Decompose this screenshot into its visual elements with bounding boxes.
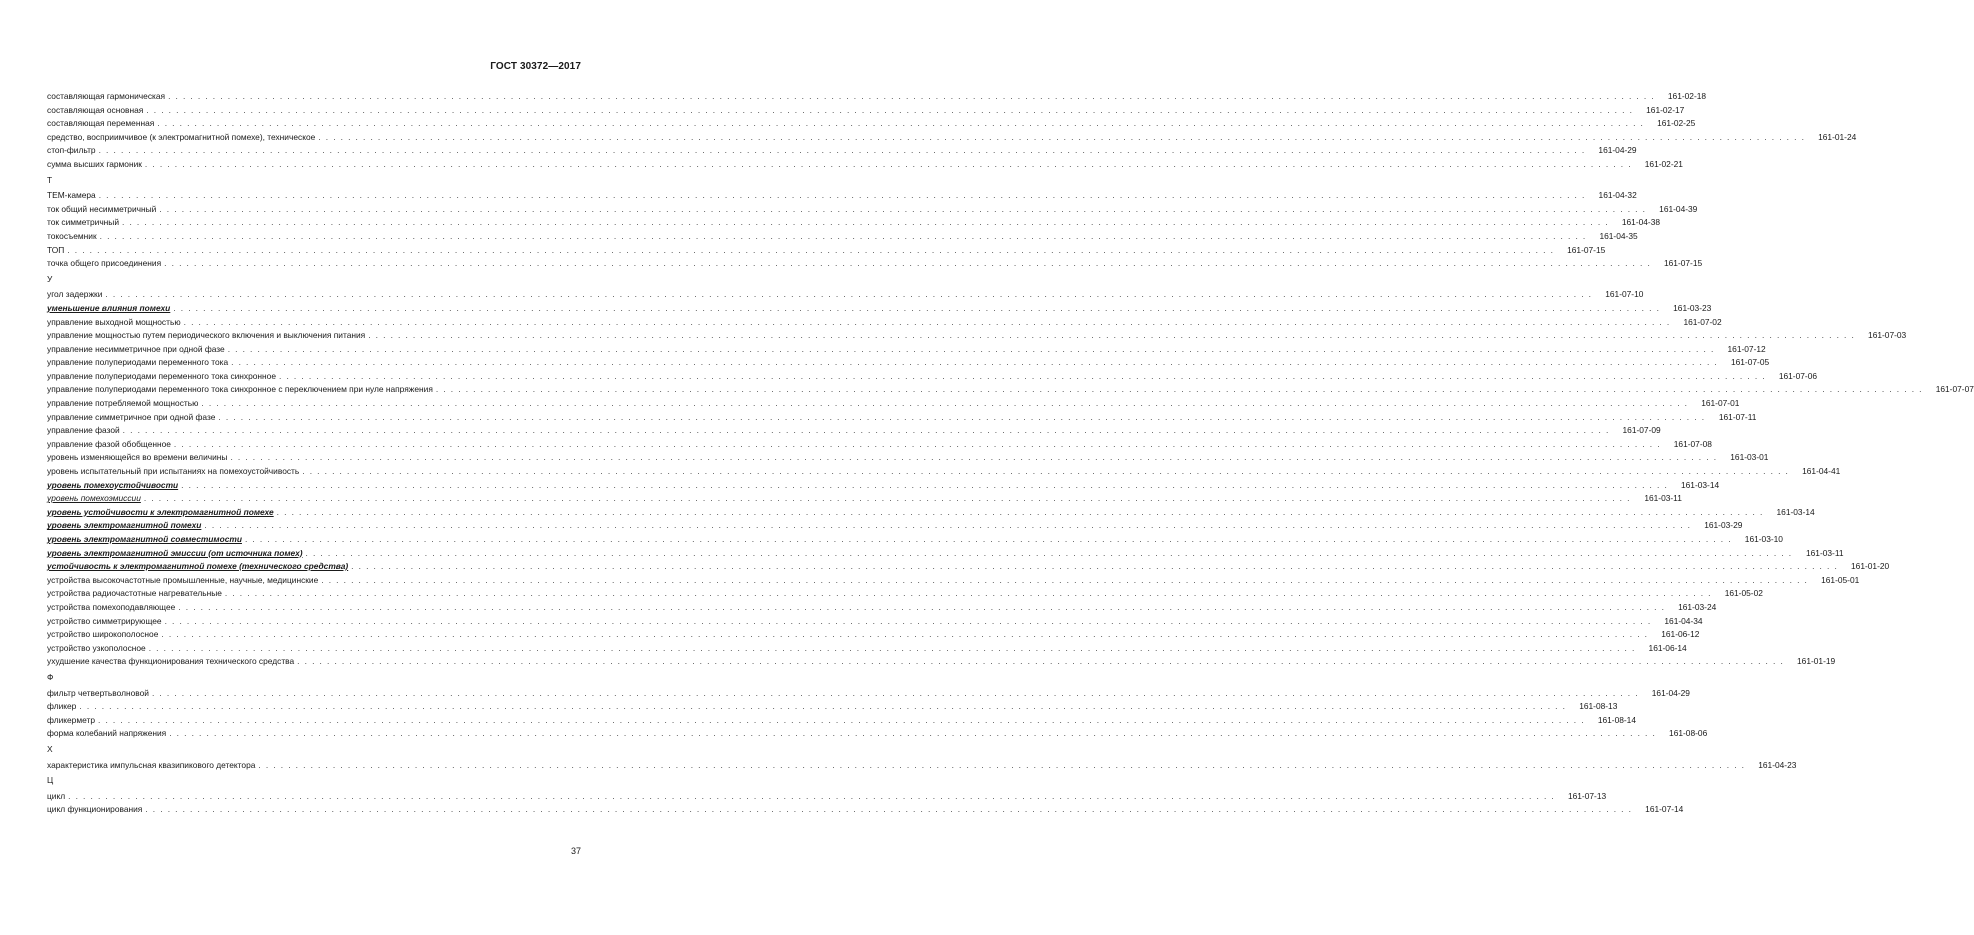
dot-leader: . . . . . . . . . . . . . . . . . . . . . . . . . . . . . . . . . . . . . . . . . . . . . . . . . . . . . . . . . . . . . . . . . . . . . . . . . . . . . . . . . . . . . . . . . . . . . . . . . . . . . . . . . . . . . . . . . . . . . . . . . . . . . . . . . . . . . . . . . . . . . . . . . . . . . . . . . . . . . . . . . . . . . . . . . . . . . . . . . . . . . . . . . . . . . . . . . . . . . . . . (231, 357, 1719, 368)
dot-leader: . . . . . . . . . . . . . . . . . . . . . . . . . . . . . . . . . . . . . . . . . . . . . . . . . . . . . . . . . . . . . . . . . . . . . . . . . . . . . . . . . . . . . . . . . . . . . . . . . . . . . . . . . . . . . . . . . . . . . . . . . . . . . . . . . . . . . . . . . . . . . . . . . . . . . . . . . . . . . . . . . . . . . . . . . . . . . . . . . . . . . . . . . . . . . . . . . . . . . . . . (145, 804, 1633, 815)
index-entry (47, 424, 1661, 438)
dot-leader: . . . . . . . . . . . . . . . . . . . . . . . . . . . . . . . . . . . . . . . . . . . . . . . . . . . . . . . . . . . . . . . . . . . . . . . . . . . . . . . . . . . . . . . . . . . . . . . . . . . . . . . . . . . . . . . . . . . . . . . . . . . . . . . . . . . . . . . . . . . . . . . . . . . . . . . . . . . . . . . . . . . . . . . . . . . . . . . . . . . . . . . . . . . . . . . . . . . . . . . . (99, 230, 1587, 241)
dot-leader: . . . . . . . . . . . . . . . . . . . . . . . . . . . . . . . . . . . . . . . . . . . . . . . . . . . . . . . . . . . . . . . . . . . . . . . . . . . . . . . . . . . . . . . . . . . . . . . . . . . . . . . . . . . . . . . . . . . . . . . . . . . . . . . . . . . . . . . . . . . . . . . . . . . . . . . . . . . . . . . . . . . . . . . . . . . . . . . . . . . . . . . . . . . . . . . . . . . . . . . . (97, 714, 1585, 725)
index-entry (47, 560, 1890, 574)
dot-leader: . . . . . . . . . . . . . . . . . . . . . . . . . . . . . . . . . . . . . . . . . . . . . . . . . . . . . . . . . . . . . . . . . . . . . . . . . . . . . . . . . . . . . . . . . . . . . . . . . . . . . . . . . . . . . . . . . . . . . . . . . . . . . . . . . . . . . . . . . . . . . . . . . . . . . . . . . . . . . . . . . . . . . . . . . . . . . . . . . . . . . . . . . . . . . . . . . . . . . . . . (276, 506, 1764, 517)
section-letter: Ц (47, 775, 54, 786)
index-term: управление выходной мощностью (47, 316, 181, 327)
index-entry (47, 117, 1696, 131)
index-term: ток общий несимметричный (47, 203, 157, 214)
section-letter: Х (47, 743, 53, 754)
dot-leader: . . . . . . . . . . . . . . . . . . . . . . . . . . . . . . . . . . . . . . . . . . . . . . . . . . . . . . . . . . . . . . . . . . . . . . . . . . . . . . . . . . . . . . . . . . . . . . . . . . . . . . . . . . . . . . . . . . . . . . . . . . . . . . . . . . . . . . . . . . . . . . . . . . . . . . . . . . . . . . . . . . . . . . . . . . . . . . . . . . . . . . . . . . . . . . . . . . . . . . . . (351, 561, 1839, 572)
dot-leader: . . . . . . . . . . . . . . . . . . . . . . . . . . . . . . . . . . . . . . . . . . . . . . . . . . . . . . . . . . . . . . . . . . . . . . . . . . . . . . . . . . . . . . . . . . . . . . . . . . . . . . . . . . . . . . . . . . . . . . . . . . . . . . . . . . . . . . . . . . . . . . . . . . . . . . . . . . . . . . . . . . . . . . . . . . . . . . . . . . . . . . . . . . . . . . . . . . . . . . . . (105, 289, 1593, 300)
index-entry (47, 302, 1712, 316)
index-term: уровень помехоэмиссии (47, 493, 141, 504)
dot-leader: . . . . . . . . . . . . . . . . . . . . . . . . . . . . . . . . . . . . . . . . . . . . . . . . . . . . . . . . . . . . . . . . . . . . . . . . . . . . . . . . . . . . . . . . . . . . . . . . . . . . . . . . . . . . . . . . . . . . . . . . . . . . . . . . . . . . . . . . . . . . . . . . . . . . . . . . . . . . . . . . . . . . . . . . . . . . . . . . . . . . . . . . . . . . . . . . . . . . . . . . (435, 384, 1923, 395)
dot-leader: . . . . . . . . . . . . . . . . . . . . . . . . . . . . . . . . . . . . . . . . . . . . . . . . . . . . . . . . . . . . . . . . . . . . . . . . . . . . . . . . . . . . . . . . . . . . . . . . . . . . . . . . . . . . . . . . . . . . . . . . . . . . . . . . . . . . . . . . . . . . . . . . . . . . . . . . . . . . . . . . . . . . . . . . . . . . . . . . . . . . . . . . . . . . . . . . . . . . . . . . (79, 701, 1567, 712)
dot-leader: . . . . . . . . . . . . . . . . . . . . . . . . . . . . . . . . . . . . . . . . . . . . . . . . . . . . . . . . . . . . . . . . . . . . . . . . . . . . . . . . . . . . . . . . . . . . . . . . . . . . . . . . . . . . . . . . . . . . . . . . . . . . . . . . . . . . . . . . . . . . . . . . . . . . . . . . . . . . . . . . . . . . . . . . . . . . . . . . . . . . . . . . . . . . . . . . . . . . . . . . (159, 203, 1647, 214)
term-code: 161-07-13 (1567, 790, 1607, 801)
index-term: фильтр четвертьволновой (47, 687, 149, 698)
dot-leader: . . . . . . . . . . . . . . . . . . . . . . . . . . . . . . . . . . . . . . . . . . . . . . . . . . . . . . . . . . . . . . . . . . . . . . . . . . . . . . . . . . . . . . . . . . . . . . . . . . . . . . . . . . . . . . . . . . . . . . . . . . . . . . . . . . . . . . . . . . . . . . . . . . . . . . . . . . . . . . . . . . . . . . . . . . . . . . . . . . . . . . . . . . . . . . . . . . . . . . . . (173, 438, 1661, 449)
index-entry (47, 216, 1661, 230)
index-entry (47, 203, 1698, 217)
term-code: 161-07-09 (1622, 425, 1661, 436)
index-entry (47, 465, 1841, 479)
dot-leader: . . . . . . . . . . . . . . . . . . . . . . . . . . . . . . . . . . . . . . . . . . . . . . . . . . . . . . . . . . . . . . . . . . . . . . . . . . . . . . . . . . . . . . . . . . . . . . . . . . . . . . . . . . . . . . . . . . . . . . . . . . . . . . . . . . . . . . . . . . . . . . . . . . . . . . . . . . . . . . . . . . . . . . . . . . . . . . . . . . . . . . . . . . . . . . . . . . . . . . . . (164, 258, 1652, 269)
index-term: управление фазой обобщенное (47, 438, 171, 449)
index-term: уровень устойчивости к электромагнитной помехе (47, 506, 274, 517)
index-entry (47, 90, 1707, 104)
term-code: 161-04-35 (1599, 230, 1638, 241)
index-entry (47, 257, 1703, 271)
index-term: сумма высших гармоник (47, 158, 142, 169)
term-code: 161-02-25 (1657, 118, 1696, 129)
term-code: 161-08-06 (1669, 728, 1708, 739)
index-entry (47, 158, 1683, 172)
dot-leader: . . . . . . . . . . . . . . . . . . . . . . . . . . . . . . . . . . . . . . . . . . . . . . . . . . . . . . . . . . . . . . . . . . . . . . . . . . . . . . . . . . . . . . . . . . . . . . . . . . . . . . . . . . . . . . . . . . . . . . . . . . . . . . . . . . . . . . . . . . . . . . . . . . . . . . . . . . . . . . . . . . . . . . . . . . . . . . . . . . . . . . . . . . . . . . . . . . . . . . . . (122, 217, 1610, 228)
document-header-title: ГОСТ 30372—2017 (490, 61, 581, 72)
index-entry (47, 383, 1974, 397)
index-entry (47, 506, 1815, 520)
index-entry (47, 601, 1717, 615)
term-code: 161-08-14 (1597, 714, 1636, 725)
dot-leader: . . . . . . . . . . . . . . . . . . . . . . . . . . . . . . . . . . . . . . . . . . . . . . . . . . . . . . . . . . . . . . . . . . . . . . . . . . . . . . . . . . . . . . . . . . . . . . . . . . . . . . . . . . . . . . . . . . . . . . . . . . . . . . . . . . . . . . . . . . . . . . . . . . . . . . . . . . . . . . . . . . . . . . . . . . . . . . . . . . . . . . . . . . . . . . . . . . . . . . . . (144, 158, 1632, 169)
term-code: 161-07-15 (1567, 244, 1606, 255)
index-entry (47, 189, 1637, 203)
dot-leader: . . . . . . . . . . . . . . . . . . . . . . . . . . . . . . . . . . . . . . . . . . . . . . . . . . . . . . . . . . . . . . . . . . . . . . . . . . . . . . . . . . . . . . . . . . . . . . . . . . . . . . . . . . . . . . . . . . . . . . . . . . . . . . . . . . . . . . . . . . . . . . . . . . . . . . . . . . . . . . . . . . . . . . . . . . . . . . . . . . . . . . . . . . . . . . . . . . . . . . . . (218, 411, 1706, 422)
index-term: ток симметричный (47, 217, 120, 228)
index-term: средство, восприимчивое (к электромагнитной помехе), техническое (47, 131, 316, 142)
index-entry (47, 700, 1618, 714)
index-term: форма колебаний напряжения (47, 728, 167, 739)
index-entry (47, 316, 1722, 330)
index-entry (47, 356, 1770, 370)
index-entry (47, 244, 1606, 258)
term-code: 161-04-38 (1621, 217, 1661, 228)
dot-leader: . . . . . . . . . . . . . . . . . . . . . . . . . . . . . . . . . . . . . . . . . . . . . . . . . . . . . . . . . . . . . . . . . . . . . . . . . . . . . . . . . . . . . . . . . . . . . . . . . . . . . . . . . . . . . . . . . . . . . . . . . . . . . . . . . . . . . . . . . . . . . . . . . . . . . . . . . . . . . . . . . . . . . . . . . . . . . . . . . . . . . . . . . . . . . . . . . . . . . . . . (146, 104, 1634, 115)
term-code: 161-07-15 (1663, 258, 1703, 269)
term-code: 161-07-01 (1701, 398, 1740, 409)
index-entry (47, 714, 1636, 728)
index-term: управление полупериодами переменного тока синхронное (47, 370, 276, 381)
term-code: 161-07-05 (1730, 357, 1770, 368)
index-term: управление симметричное при одной фазе (47, 411, 216, 422)
dot-leader: . . . . . . . . . . . . . . . . . . . . . . . . . . . . . . . . . . . . . . . . . . . . . . . . . . . . . . . . . . . . . . . . . . . . . . . . . . . . . . . . . . . . . . . . . . . . . . . . . . . . . . . . . . . . . . . . . . . . . . . . . . . . . . . . . . . . . . . . . . . . . . . . . . . . . . . . . . . . . . . . . . . . . . . . . . . . . . . . . . . . . . . . . . . . . . . . . . . . . . . . (318, 131, 1806, 142)
index-entry (47, 615, 1703, 629)
index-term: точка общего присоединения (47, 258, 162, 269)
dot-leader: . . . . . . . . . . . . . . . . . . . . . . . . . . . . . . . . . . . . . . . . . . . . . . . . . . . . . . . . . . . . . . . . . . . . . . . . . . . . . . . . . . . . . . . . . . . . . . . . . . . . . . . . . . . . . . . . . . . . . . . . . . . . . . . . . . . . . . . . . . . . . . . . . . . . . . . . . . . . . . . . . . . . . . . . . . . . . . . . . . . . . . . . . . . . . . . . . . . . . . . . (183, 316, 1671, 327)
dot-leader: . . . . . . . . . . . . . . . . . . . . . . . . . . . . . . . . . . . . . . . . . . . . . . . . . . . . . . . . . . . . . . . . . . . . . . . . . . . . . . . . . . . . . . . . . . . . . . . . . . . . . . . . . . . . . . . . . . . . . . . . . . . . . . . . . . . . . . . . . . . . . . . . . . . . . . . . . . . . . . . . . . . . . . . . . . . . . . . . . . . . . . . . . . . . . . . . . . . . . . . . (244, 534, 1732, 544)
index-term: управление мощностью путем периодического включения и выключения питания (47, 330, 366, 341)
index-term: угол задержки (47, 289, 103, 300)
index-term: управление полупериодами переменного тока синхронное с переключением при нуле напряжения (47, 384, 433, 395)
term-code: 161-01-24 (1818, 131, 1857, 142)
term-code: 161-02-17 (1646, 104, 1685, 115)
index-entry (47, 655, 1836, 669)
index-term: устройство узкополосное (47, 642, 146, 653)
term-code: 161-08-13 (1579, 701, 1618, 712)
dot-leader: . . . . . . . . . . . . . . . . . . . . . . . . . . . . . . . . . . . . . . . . . . . . . . . . . . . . . . . . . . . . . . . . . . . . . . . . . . . . . . . . . . . . . . . . . . . . . . . . . . . . . . . . . . . . . . . . . . . . . . . . . . . . . . . . . . . . . . . . . . . . . . . . . . . . . . . . . . . . . . . . . . . . . . . . . . . . . . . . . . . . . . . . . . . . . . . . . . . . . . . . (227, 343, 1715, 354)
index-entry (47, 144, 1637, 158)
index-term: устройства радиочастотные нагревательные (47, 588, 222, 599)
section-letter: У (47, 273, 53, 284)
term-code: 161-04-29 (1651, 687, 1690, 698)
index-term: управление потребляемой мощностью (47, 398, 199, 409)
index-term: устройство широкополосное (47, 629, 159, 640)
term-index (47, 90, 1974, 817)
dot-leader: . . . . . . . . . . . . . . . . . . . . . . . . . . . . . . . . . . . . . . . . . . . . . . . . . . . . . . . . . . . . . . . . . . . . . . . . . . . . . . . . . . . . . . . . . . . . . . . . . . . . . . . . . . . . . . . . . . . . . . . . . . . . . . . . . . . . . . . . . . . . . . . . . . . . . . . . . . . . . . . . . . . . . . . . . . . . . . . . . . . . . . . . . . . . . . . . . . . . . . . . (181, 479, 1669, 490)
index-entry (47, 438, 1712, 452)
dot-leader: . . . . . . . . . . . . . . . . . . . . . . . . . . . . . . . . . . . . . . . . . . . . . . . . . . . . . . . . . . . . . . . . . . . . . . . . . . . . . . . . . . . . . . . . . . . . . . . . . . . . . . . . . . . . . . . . . . . . . . . . . . . . . . . . . . . . . . . . . . . . . . . . . . . . . . . . . . . . . . . . . . . . . . . . . . . . . . . . . . . . . . . . . . . . . . . . . . . . . . . . (151, 687, 1639, 698)
term-code: 161-01-19 (1797, 656, 1836, 667)
index-term: цикл (47, 790, 66, 801)
dot-leader: . . . . . . . . . . . . . . . . . . . . . . . . . . . . . . . . . . . . . . . . . . . . . . . . . . . . . . . . . . . . . . . . . . . . . . . . . . . . . . . . . . . . . . . . . . . . . . . . . . . . . . . . . . . . . . . . . . . . . . . . . . . . . . . . . . . . . . . . . . . . . . . . . . . . . . . . . . . . . . . . . . . . . . . . . . . . . . . . . . . . . . . . . . . . . . . . . . . . . . . . (204, 520, 1692, 531)
dot-leader: . . . . . . . . . . . . . . . . . . . . . . . . . . . . . . . . . . . . . . . . . . . . . . . . . . . . . . . . . . . . . . . . . . . . . . . . . . . . . . . . . . . . . . . . . . . . . . . . . . . . . . . . . . . . . . . . . . . . . . . . . . . . . . . . . . . . . . . . . . . . . . . . . . . . . . . . . . . . . . . . . . . . . . . . . . . . . . . . . . . . . . . . . . . . . . . . . . . . . . . . (173, 302, 1661, 313)
index-term: характеристика импульсная квазипикового детектора (47, 759, 256, 770)
dot-leader: . . . . . . . . . . . . . . . . . . . . . . . . . . . . . . . . . . . . . . . . . . . . . . . . . . . . . . . . . . . . . . . . . . . . . . . . . . . . . . . . . . . . . . . . . . . . . . . . . . . . . . . . . . . . . . . . . . . . . . . . . . . . . . . . . . . . . . . . . . . . . . . . . . . . . . . . . . . . . . . . . . . . . . . . . . . . . . . . . . . . . . . . . . . . . . . . . . . . . . . . (258, 759, 1746, 770)
dot-leader: . . . . . . . . . . . . . . . . . . . . . . . . . . . . . . . . . . . . . . . . . . . . . . . . . . . . . . . . . . . . . . . . . . . . . . . . . . . . . . . . . . . . . . . . . . . . . . . . . . . . . . . . . . . . . . . . . . . . . . . . . . . . . . . . . . . . . . . . . . . . . . . . . . . . . . . . . . . . . . . . . . . . . . . . . . . . . . . . . . . . . . . . . . . . . . . . . . . . . . . . (148, 642, 1636, 653)
term-code: 161-07-10 (1605, 289, 1644, 300)
term-code: 161-07-03 (1868, 330, 1907, 341)
term-code: 161-06-12 (1661, 629, 1700, 640)
dot-leader: . . . . . . . . . . . . . . . . . . . . . . . . . . . . . . . . . . . . . . . . . . . . . . . . . . . . . . . . . . . . . . . . . . . . . . . . . . . . . . . . . . . . . . . . . . . . . . . . . . . . . . . . . . . . . . . . . . . . . . . . . . . . . . . . . . . . . . . . . . . . . . . . . . . . . . . . . . . . . . . . . . . . . . . . . . . . . . . . . . . . . . . . . . . . . . . . . . . . . . . . (297, 656, 1785, 667)
index-term: устройство симметрирующее (47, 615, 162, 626)
index-term: фликер (47, 701, 77, 712)
term-code: 161-07-07 (1935, 384, 1974, 395)
index-entry (47, 587, 1763, 601)
dot-leader: . . . . . . . . . . . . . . . . . . . . . . . . . . . . . . . . . . . . . . . . . . . . . . . . . . . . . . . . . . . . . . . . . . . . . . . . . . . . . . . . . . . . . . . . . . . . . . . . . . . . . . . . . . . . . . . . . . . . . . . . . . . . . . . . . . . . . . . . . . . . . . . . . . . . . . . . . . . . . . . . . . . . . . . . . . . . . . . . . . . . . . . . . . . . . . . . . . . . . . . . (201, 398, 1689, 409)
index-term: устройства помехоподавляющее (47, 601, 176, 612)
dot-leader: . . . . . . . . . . . . . . . . . . . . . . . . . . . . . . . . . . . . . . . . . . . . . . . . . . . . . . . . . . . . . . . . . . . . . . . . . . . . . . . . . . . . . . . . . . . . . . . . . . . . . . . . . . . . . . . . . . . . . . . . . . . . . . . . . . . . . . . . . . . . . . . . . . . . . . . . . . . . . . . . . . . . . . . . . . . . . . . . . . . . . . . . . . . . . . . . . . . . . . . . (305, 547, 1793, 558)
dot-leader: . . . . . . . . . . . . . . . . . . . . . . . . . . . . . . . . . . . . . . . . . . . . . . . . . . . . . . . . . . . . . . . . . . . . . . . . . . . . . . . . . . . . . . . . . . . . . . . . . . . . . . . . . . . . . . . . . . . . . . . . . . . . . . . . . . . . . . . . . . . . . . . . . . . . . . . . . . . . . . . . . . . . . . . . . . . . . . . . . . . . . . . . . . . . . . . . . . . . . . . . (122, 425, 1610, 436)
index-entry (47, 479, 1720, 493)
term-code: 161-03-29 (1704, 520, 1743, 531)
section-letter: Ф (47, 671, 54, 682)
dot-leader: . . . . . . . . . . . . . . . . . . . . . . . . . . . . . . . . . . . . . . . . . . . . . . . . . . . . . . . . . . . . . . . . . . . . . . . . . . . . . . . . . . . . . . . . . . . . . . . . . . . . . . . . . . . . . . . . . . . . . . . . . . . . . . . . . . . . . . . . . . . . . . . . . . . . . . . . . . . . . . . . . . . . . . . . . . . . . . . . . . . . . . . . . . . . . . . . . . . . . . . . (143, 493, 1631, 504)
index-entry (47, 370, 1818, 384)
term-code: 161-04-29 (1598, 145, 1637, 156)
dot-leader: . . . . . . . . . . . . . . . . . . . . . . . . . . . . . . . . . . . . . . . . . . . . . . . . . . . . . . . . . . . . . . . . . . . . . . . . . . . . . . . . . . . . . . . . . . . . . . . . . . . . . . . . . . . . . . . . . . . . . . . . . . . . . . . . . . . . . . . . . . . . . . . . . . . . . . . . . . . . . . . . . . . . . . . . . . . . . . . . . . . . . . . . . . . . . . . . . . . . . . . . (164, 615, 1652, 626)
dot-leader: . . . . . . . . . . . . . . . . . . . . . . . . . . . . . . . . . . . . . . . . . . . . . . . . . . . . . . . . . . . . . . . . . . . . . . . . . . . . . . . . . . . . . . . . . . . . . . . . . . . . . . . . . . . . . . . . . . . . . . . . . . . . . . . . . . . . . . . . . . . . . . . . . . . . . . . . . . . . . . . . . . . . . . . . . . . . . . . . . . . . . . . . . . . . . . . . . . . . . . . . (98, 145, 1586, 156)
term-code: 161-04-41 (1802, 466, 1841, 477)
index-term: составляющая основная (47, 104, 144, 115)
dot-leader: . . . . . . . . . . . . . . . . . . . . . . . . . . . . . . . . . . . . . . . . . . . . . . . . . . . . . . . . . . . . . . . . . . . . . . . . . . . . . . . . . . . . . . . . . . . . . . . . . . . . . . . . . . . . . . . . . . . . . . . . . . . . . . . . . . . . . . . . . . . . . . . . . . . . . . . . . . . . . . . . . . . . . . . . . . . . . . . . . . . . . . . . . . . . . . . . . . . . . . . . (68, 790, 1556, 801)
term-code: 161-05-01 (1821, 574, 1860, 585)
term-code: 161-04-39 (1659, 203, 1698, 214)
index-entry (47, 790, 1607, 804)
index-term: уровень электромагнитной эмиссии (от источника помех) (47, 547, 303, 558)
term-code: 161-02-21 (1644, 158, 1683, 169)
index-entry (47, 574, 1860, 588)
index-term: цикл функционирования (47, 804, 143, 815)
section-letter: Т (47, 174, 53, 185)
index-entry (47, 687, 1690, 701)
index-entry (47, 288, 1644, 302)
term-code: 161-07-06 (1778, 370, 1818, 381)
index-term: ухудшение качества функционирования технического средства (47, 656, 295, 667)
index-entry (47, 642, 1687, 656)
index-entry (47, 343, 1766, 357)
term-code: 161-07-12 (1727, 343, 1766, 354)
index-term: управление несимметричное при одной фазе (47, 343, 225, 354)
dot-leader: . . . . . . . . . . . . . . . . . . . . . . . . . . . . . . . . . . . . . . . . . . . . . . . . . . . . . . . . . . . . . . . . . . . . . . . . . . . . . . . . . . . . . . . . . . . . . . . . . . . . . . . . . . . . . . . . . . . . . . . . . . . . . . . . . . . . . . . . . . . . . . . . . . . . . . . . . . . . . . . . . . . . . . . . . . . . . . . . . . . . . . . . . . . . . . . . . . . . . . . . (98, 190, 1586, 201)
index-entry (47, 803, 1684, 817)
index-term: фликерметр (47, 714, 95, 725)
term-code: 161-03-14 (1680, 479, 1720, 490)
dot-leader: . . . . . . . . . . . . . . . . . . . . . . . . . . . . . . . . . . . . . . . . . . . . . . . . . . . . . . . . . . . . . . . . . . . . . . . . . . . . . . . . . . . . . . . . . . . . . . . . . . . . . . . . . . . . . . . . . . . . . . . . . . . . . . . . . . . . . . . . . . . . . . . . . . . . . . . . . . . . . . . . . . . . . . . . . . . . . . . . . . . . . . . . . . . . . . . . . . . . . . . . (224, 588, 1712, 599)
term-code: 161-03-11 (1805, 547, 1844, 558)
index-entry (47, 397, 1740, 411)
index-entry (47, 131, 1857, 145)
term-code: 161-04-34 (1664, 615, 1703, 626)
index-term: уменьшение влияния помехи (47, 302, 171, 313)
index-term: уровень помехоустойчивости (47, 479, 179, 490)
dot-leader: . . . . . . . . . . . . . . . . . . . . . . . . . . . . . . . . . . . . . . . . . . . . . . . . . . . . . . . . . . . . . . . . . . . . . . . . . . . . . . . . . . . . . . . . . . . . . . . . . . . . . . . . . . . . . . . . . . . . . . . . . . . . . . . . . . . . . . . . . . . . . . . . . . . . . . . . . . . . . . . . . . . . . . . . . . . . . . . . . . . . . . . . . . . . . . . . . . . . . . . . (279, 370, 1767, 381)
dot-leader: . . . . . . . . . . . . . . . . . . . . . . . . . . . . . . . . . . . . . . . . . . . . . . . . . . . . . . . . . . . . . . . . . . . . . . . . . . . . . . . . . . . . . . . . . . . . . . . . . . . . . . . . . . . . . . . . . . . . . . . . . . . . . . . . . . . . . . . . . . . . . . . . . . . . . . . . . . . . . . . . . . . . . . . . . . . . . . . . . . . . . . . . . . . . . . . . . . . . . . . . (168, 91, 1656, 101)
index-entry (47, 519, 1743, 533)
term-code: 161-05-02 (1724, 588, 1763, 599)
term-code: 161-03-10 (1744, 534, 1783, 544)
index-entry (47, 104, 1685, 118)
term-code: 161-03-11 (1644, 493, 1682, 504)
term-code: 161-03-23 (1673, 302, 1712, 313)
index-term: уровень испытательный при испытаниях на помехоустойчивость (47, 466, 300, 477)
index-term: токосъемник (47, 230, 97, 241)
index-entry (47, 230, 1638, 244)
index-entry (47, 451, 1769, 465)
term-code: 161-04-32 (1598, 190, 1637, 201)
index-term: устройства высокочастотные промышленные, научные, медицинские (47, 574, 319, 585)
index-entry (47, 533, 1783, 547)
term-code: 161-03-24 (1678, 601, 1717, 612)
index-term: устойчивость к электромагнитной помехе (технического средства) (47, 561, 349, 572)
dot-leader: . . . . . . . . . . . . . . . . . . . . . . . . . . . . . . . . . . . . . . . . . . . . . . . . . . . . . . . . . . . . . . . . . . . . . . . . . . . . . . . . . . . . . . . . . . . . . . . . . . . . . . . . . . . . . . . . . . . . . . . . . . . . . . . . . . . . . . . . . . . . . . . . . . . . . . . . . . . . . . . . . . . . . . . . . . . . . . . . . . . . . . . . . . . . . . . . . . . . . . . . (161, 629, 1649, 640)
dot-leader: . . . . . . . . . . . . . . . . . . . . . . . . . . . . . . . . . . . . . . . . . . . . . . . . . . . . . . . . . . . . . . . . . . . . . . . . . . . . . . . . . . . . . . . . . . . . . . . . . . . . . . . . . . . . . . . . . . . . . . . . . . . . . . . . . . . . . . . . . . . . . . . . . . . . . . . . . . . . . . . . . . . . . . . . . . . . . . . . . . . . . . . . . . . . . . . . . . . . . . . . (178, 601, 1666, 612)
dot-leader: . . . . . . . . . . . . . . . . . . . . . . . . . . . . . . . . . . . . . . . . . . . . . . . . . . . . . . . . . . . . . . . . . . . . . . . . . . . . . . . . . . . . . . . . . . . . . . . . . . . . . . . . . . . . . . . . . . . . . . . . . . . . . . . . . . . . . . . . . . . . . . . . . . . . . . . . . . . . . . . . . . . . . . . . . . . . . . . . . . . . . . . . . . . . . . . . . . . . . . . . (67, 244, 1555, 255)
term-code: 161-03-14 (1776, 506, 1815, 517)
index-term: управление фазой (47, 425, 120, 436)
dot-leader: . . . . . . . . . . . . . . . . . . . . . . . . . . . . . . . . . . . . . . . . . . . . . . . . . . . . . . . . . . . . . . . . . . . . . . . . . . . . . . . . . . . . . . . . . . . . . . . . . . . . . . . . . . . . . . . . . . . . . . . . . . . . . . . . . . . . . . . . . . . . . . . . . . . . . . . . . . . . . . . . . . . . . . . . . . . . . . . . . . . . . . . . . . . . . . . . . . . . . . . . (302, 466, 1790, 477)
index-entry (47, 727, 1708, 741)
index-entry (47, 759, 1797, 773)
dot-leader: . . . . . . . . . . . . . . . . . . . . . . . . . . . . . . . . . . . . . . . . . . . . . . . . . . . . . . . . . . . . . . . . . . . . . . . . . . . . . . . . . . . . . . . . . . . . . . . . . . . . . . . . . . . . . . . . . . . . . . . . . . . . . . . . . . . . . . . . . . . . . . . . . . . . . . . . . . . . . . . . . . . . . . . . . . . . . . . . . . . . . . . . . . . . . . . . . . . . . . . . (230, 452, 1718, 463)
index-term: ТОП (47, 244, 65, 255)
term-code: 161-07-11 (1718, 411, 1757, 422)
index-term: уровень электромагнитной помехи (47, 520, 202, 531)
index-entry (47, 411, 1757, 425)
dot-leader: . . . . . . . . . . . . . . . . . . . . . . . . . . . . . . . . . . . . . . . . . . . . . . . . . . . . . . . . . . . . . . . . . . . . . . . . . . . . . . . . . . . . . . . . . . . . . . . . . . . . . . . . . . . . . . . . . . . . . . . . . . . . . . . . . . . . . . . . . . . . . . . . . . . . . . . . . . . . . . . . . . . . . . . . . . . . . . . . . . . . . . . . . . . . . . . . . . . . . . . . (321, 574, 1809, 585)
index-term: стоп-фильтр (47, 145, 96, 156)
index-term: составляющая гармоническая (47, 91, 166, 101)
term-code: 161-04-23 (1758, 759, 1797, 770)
term-code: 161-07-02 (1683, 316, 1722, 327)
page-number: 37 (570, 846, 581, 856)
index-term: управление полупериодами переменного тока (47, 357, 229, 368)
index-term: составляющая переменная (47, 118, 155, 129)
dot-leader: . . . . . . . . . . . . . . . . . . . . . . . . . . . . . . . . . . . . . . . . . . . . . . . . . . . . . . . . . . . . . . . . . . . . . . . . . . . . . . . . . . . . . . . . . . . . . . . . . . . . . . . . . . . . . . . . . . . . . . . . . . . . . . . . . . . . . . . . . . . . . . . . . . . . . . . . . . . . . . . . . . . . . . . . . . . . . . . . . . . . . . . . . . . . . . . . . . . . . . . . (169, 728, 1657, 739)
index-entry (47, 492, 1682, 506)
index-entry (47, 329, 1907, 343)
index-entry (47, 547, 1844, 561)
term-code: 161-03-01 (1730, 452, 1769, 463)
dot-leader: . . . . . . . . . . . . . . . . . . . . . . . . . . . . . . . . . . . . . . . . . . . . . . . . . . . . . . . . . . . . . . . . . . . . . . . . . . . . . . . . . . . . . . . . . . . . . . . . . . . . . . . . . . . . . . . . . . . . . . . . . . . . . . . . . . . . . . . . . . . . . . . . . . . . . . . . . . . . . . . . . . . . . . . . . . . . . . . . . . . . . . . . . . . . . . . . . . . . . . . . (368, 330, 1856, 341)
term-code: 161-07-14 (1645, 804, 1684, 815)
index-term: уровень электромагнитной совместимости (47, 534, 242, 544)
term-code: 161-02-18 (1667, 91, 1707, 101)
index-term: уровень изменяющейся во времени величины (47, 452, 228, 463)
index-entry (47, 628, 1700, 642)
term-code: 161-07-08 (1673, 438, 1712, 449)
term-code: 161-01-20 (1851, 561, 1890, 572)
index-term: ТЕМ-камера (47, 190, 96, 201)
term-code: 161-06-14 (1648, 642, 1687, 653)
dot-leader: . . . . . . . . . . . . . . . . . . . . . . . . . . . . . . . . . . . . . . . . . . . . . . . . . . . . . . . . . . . . . . . . . . . . . . . . . . . . . . . . . . . . . . . . . . . . . . . . . . . . . . . . . . . . . . . . . . . . . . . . . . . . . . . . . . . . . . . . . . . . . . . . . . . . . . . . . . . . . . . . . . . . . . . . . . . . . . . . . . . . . . . . . . . . . . . . . . . . . . . . (157, 118, 1645, 129)
